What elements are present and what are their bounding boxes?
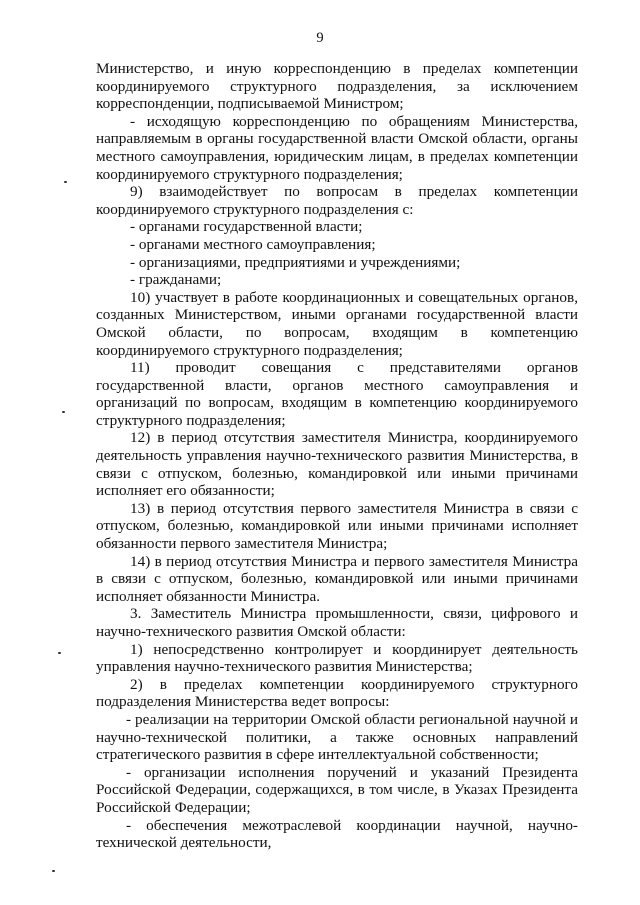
list-item: - органами местного самоуправления;: [130, 235, 376, 253]
scan-speck: [64, 181, 67, 183]
list-item: - реализации на территории Омской области региональной научной и научно-технической политики, а также основных направлений стратегического развития в сфере интеллектуальной собственности;: [96, 710, 578, 764]
document-body: [96, 60, 578, 852]
paragraph: 11) проводит совещания с представителями органов государственной власти, органов местного самоуправления и организаций по вопросам, входящим в компетенцию координируемого структурного подразделения;: [96, 359, 578, 429]
paragraph: 10) участвует в работе координационных и совещательных органов, созданных Министерством, иными органами государственной власти Омской области, по вопросам, входящим в компетенцию координируемого структурного подразделения;: [96, 288, 578, 359]
list-item: - органами государственной власти;: [130, 218, 363, 236]
list-item: - организации исполнения поручений и указаний Президента Российской Федерации, содержащихся, в том числе, в Указах Президента Российской Федерации;: [96, 763, 578, 816]
list-item: - организациями, предприятиями и учреждениями;: [130, 253, 461, 271]
scan-speck: [62, 411, 65, 413]
scan-speck: [58, 652, 61, 654]
paragraph: 12) в период отсутствия заместителя Министра, координируемого деятельность управления научно-технического развития Министерства, в связи с отпуском, болезнью, командировкой или иными причинами исполняет его обязанности;: [96, 429, 578, 500]
list-item: - гражданами;: [130, 271, 222, 289]
page-number: 9: [316, 30, 324, 46]
paragraph: 14) в период отсутствия Министра и первого заместителя Министра в связи с отпуском, болезнью, командировкой или иными причинами исполняет обязанности Министра.: [96, 552, 578, 605]
paragraph: 13) в период отсутствия первого заместителя Министра в связи с отпуском, болезнью, командировкой или иными причинами исполняет обязанности первого заместителя Министра;: [96, 499, 578, 553]
paragraph: 2) в пределах компетенции координируемого структурного подразделения Министерства ведет вопросы:: [96, 675, 578, 711]
paragraph: - исходящую корреспонденцию по обращениям Министерства, направляемым в органы государственной власти Омской области, органы местного самоуправления, юридическим лицам, в пределах компетенции координируемого структурного подразделения;: [96, 112, 578, 183]
paragraph: 9) взаимодействует по вопросам в пределах компетенции координируемого структурного подразделения с:: [96, 183, 578, 218]
paragraph: 1) непосредственно контролирует и координирует деятельность управления научно-технического развития Министерства;: [96, 640, 578, 676]
scan-speck: [52, 870, 55, 872]
paragraph: Министерство, и иную корреспонденцию в пределах компетенции координируемого структурного подразделения, за исключением корреспонденции, подписываемой Министром;: [96, 60, 578, 113]
list-item: - обеспечения межотраслевой координации научной, научно-технической деятельности,: [96, 816, 578, 852]
paragraph: 3. Заместитель Министра промышленности, связи, цифрового и научно-технического развития Омской области:: [96, 605, 578, 640]
